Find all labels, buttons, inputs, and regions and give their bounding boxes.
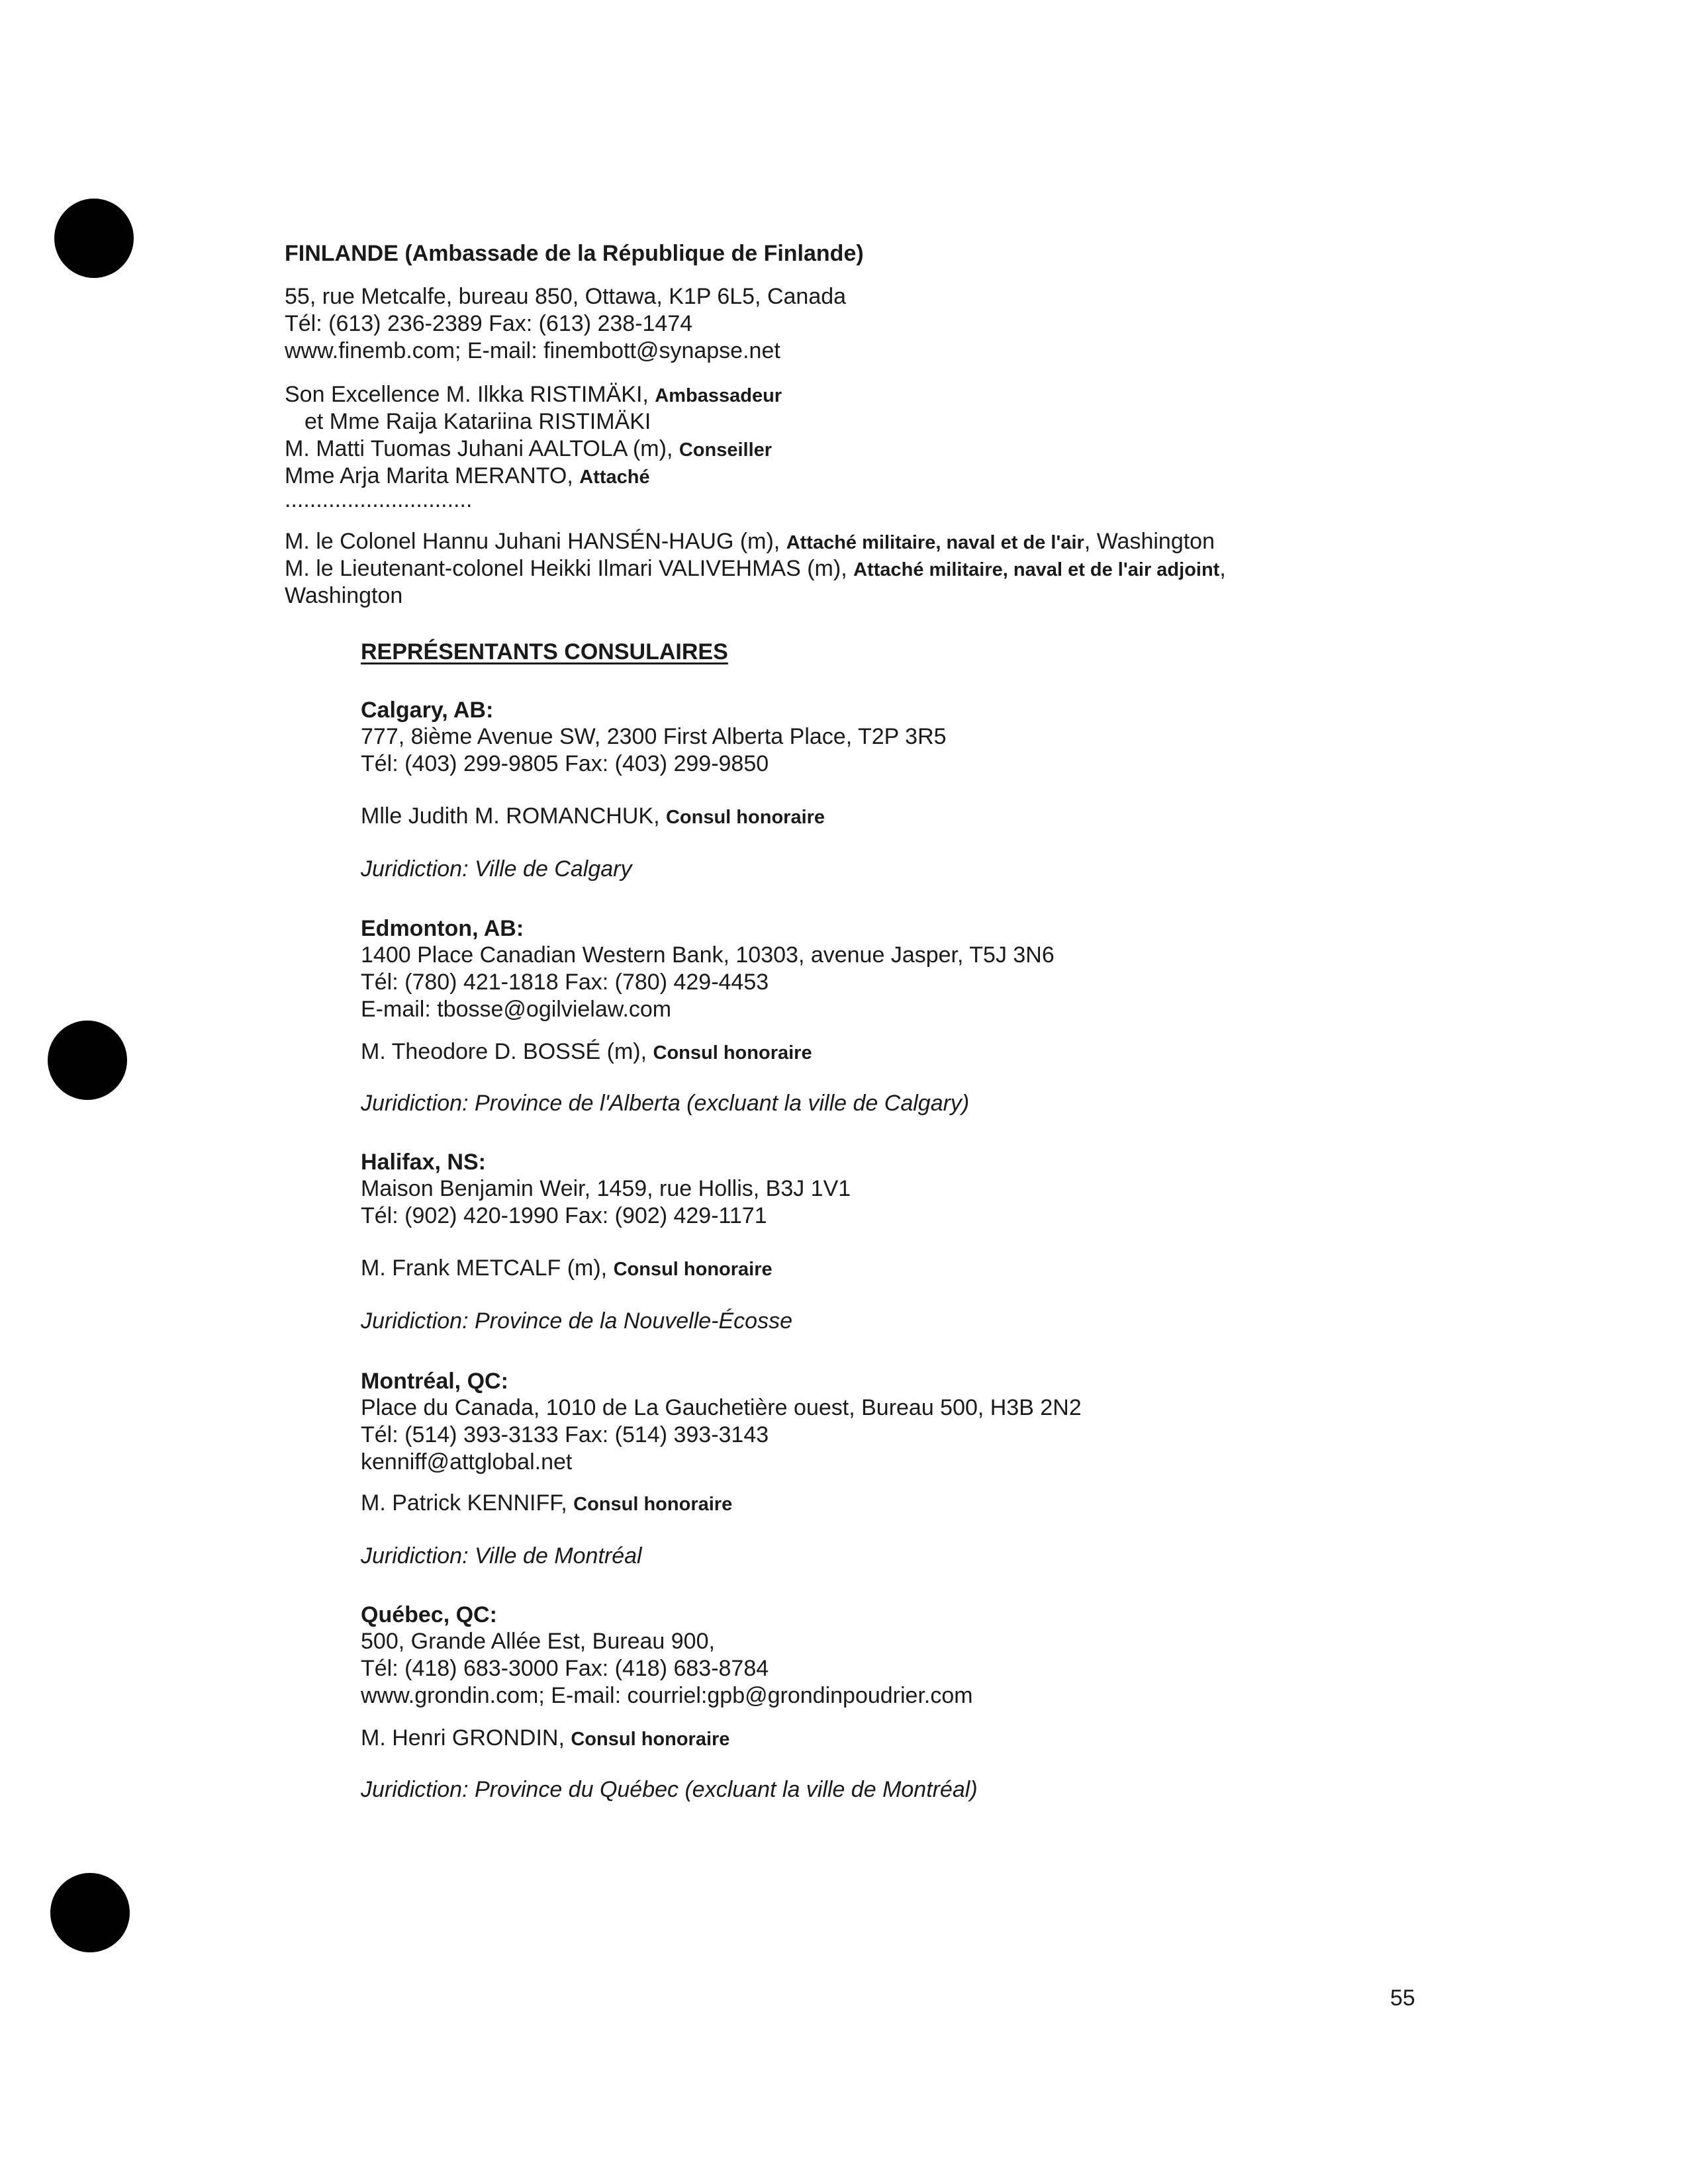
military-title: Attaché militaire, naval et de l'air adjoint — [853, 559, 1220, 580]
consulate-line: Tél: (514) 393-3133 Fax: (514) 393-3143 — [361, 1422, 769, 1447]
embassy-web: www.finemb.com; E-mail: finembott@synapse.net — [285, 338, 780, 363]
consulate-jurisdiction: Juridiction: Ville de Calgary — [361, 856, 632, 882]
embassy-address: 55, rue Metcalfe, bureau 850, Ottawa, K1P 6L5, Canada — [285, 284, 847, 309]
military-entry — [285, 582, 402, 610]
punch-hole — [50, 1873, 130, 1952]
consulate-city: Calgary, AB: — [361, 698, 494, 723]
consulate-jurisdiction: Juridiction: Province de la Nouvelle-Écosse — [361, 1308, 792, 1334]
consulate-jurisdiction: Juridiction: Province de l'Alberta (excluant la ville de Calgary) — [361, 1091, 970, 1116]
page-number: 55 — [1390, 1985, 1415, 2011]
consul-name: M. Frank METCALF (m), — [361, 1255, 614, 1281]
punch-hole — [48, 1021, 127, 1100]
consul-entry — [361, 1490, 732, 1518]
staff-title: Conseiller — [679, 439, 773, 461]
consulate-line: Tél: (780) 421-1818 Fax: (780) 429-4453 — [361, 970, 769, 995]
staff-name: M. Matti Tuomas Juhani AALTOLA (m), — [285, 436, 679, 461]
punch-hole — [54, 199, 134, 278]
staff-entry — [285, 435, 772, 464]
consulate-line: 777, 8ième Avenue SW, 2300 First Alberta Place, T2P 3R5 — [361, 724, 947, 749]
consul-title: Consul honoraire — [665, 807, 825, 828]
consul-entry — [361, 1255, 773, 1283]
staff-title: Attaché — [579, 467, 650, 488]
consulate-line: Tél: (403) 299-9805 Fax: (403) 299-9850 — [361, 751, 769, 776]
consul-entry — [361, 1725, 729, 1753]
staff-name: Son Excellence M. Ilkka RISTIMÄKI, — [285, 382, 655, 407]
consulate-line: Tél: (418) 683-3000 Fax: (418) 683-8784 — [361, 1656, 769, 1681]
consul-title: Consul honoraire — [573, 1494, 733, 1515]
consulate-city: Montréal, QC: — [361, 1369, 508, 1394]
consul-entry — [361, 1038, 812, 1067]
page-title: FINLANDE (Ambassade de la République de Finlande) — [285, 241, 864, 266]
consul-entry — [361, 803, 825, 831]
consulate-line: E-mail: tbosse@ogilvielaw.com — [361, 997, 672, 1022]
military-name: M. le Lieutenant-colonel Heikki Ilmari VALIVEHMAS (m), — [285, 556, 854, 581]
staff-title: Ambassadeur — [655, 385, 782, 406]
consulate-jurisdiction: Juridiction: Province du Québec (excluant la ville de Montréal) — [361, 1777, 978, 1802]
military-entry — [285, 528, 1215, 557]
staff-entry — [305, 408, 651, 435]
consulate-jurisdiction: Juridiction: Ville de Montréal — [361, 1543, 642, 1569]
dotted-separator: .............................. — [285, 487, 473, 512]
staff-name: et Mme Raija Katariina RISTIMÄKI — [305, 409, 651, 434]
consul-name: M. Theodore D. BOSSÉ (m), — [361, 1039, 653, 1064]
consul-name: M. Patrick KENNIFF, — [361, 1490, 574, 1516]
consulate-line: Tél: (902) 420-1990 Fax: (902) 429-1171 — [361, 1203, 767, 1228]
consul-title: Consul honoraire — [653, 1042, 812, 1064]
military-suffix: , — [1219, 556, 1226, 581]
military-title: Attaché militaire, naval et de l'air — [786, 532, 1084, 553]
consulate-line: www.grondin.com; E-mail: courriel:gpb@grondinpoudrier.com — [361, 1683, 973, 1708]
consulate-city: Edmonton, AB: — [361, 916, 524, 941]
consulate-line: Maison Benjamin Weir, 1459, rue Hollis, B3J 1V1 — [361, 1176, 851, 1201]
military-entry — [285, 555, 1226, 584]
consulate-city: Halifax, NS: — [361, 1150, 486, 1175]
consul-title: Consul honoraire — [571, 1729, 730, 1750]
military-name: Washington — [285, 583, 403, 608]
consul-title: Consul honoraire — [613, 1259, 773, 1280]
staff-entry — [285, 381, 782, 410]
consulate-line: kenniff@attglobal.net — [361, 1449, 573, 1475]
consulate-city: Québec, QC: — [361, 1602, 497, 1627]
staff-name: Mme Arja Marita MERANTO, — [285, 463, 580, 488]
section-heading: REPRÉSENTANTS CONSULAIRES — [361, 639, 728, 664]
consulate-line: 500, Grande Allée Est, Bureau 900, — [361, 1629, 715, 1654]
consulate-line: 1400 Place Canadian Western Bank, 10303, avenue Jasper, T5J 3N6 — [361, 942, 1055, 968]
military-name: M. le Colonel Hannu Juhani HANSÉN-HAUG (m), — [285, 529, 786, 554]
embassy-phone: Tél: (613) 236-2389 Fax: (613) 238-1474 — [285, 311, 693, 336]
consul-name: Mlle Judith M. ROMANCHUK, — [361, 803, 666, 829]
consulate-line: Place du Canada, 1010 de La Gauchetière ouest, Bureau 500, H3B 2N2 — [361, 1395, 1082, 1420]
consul-name: M. Henri GRONDIN, — [361, 1725, 571, 1751]
military-suffix: , Washington — [1084, 529, 1215, 554]
